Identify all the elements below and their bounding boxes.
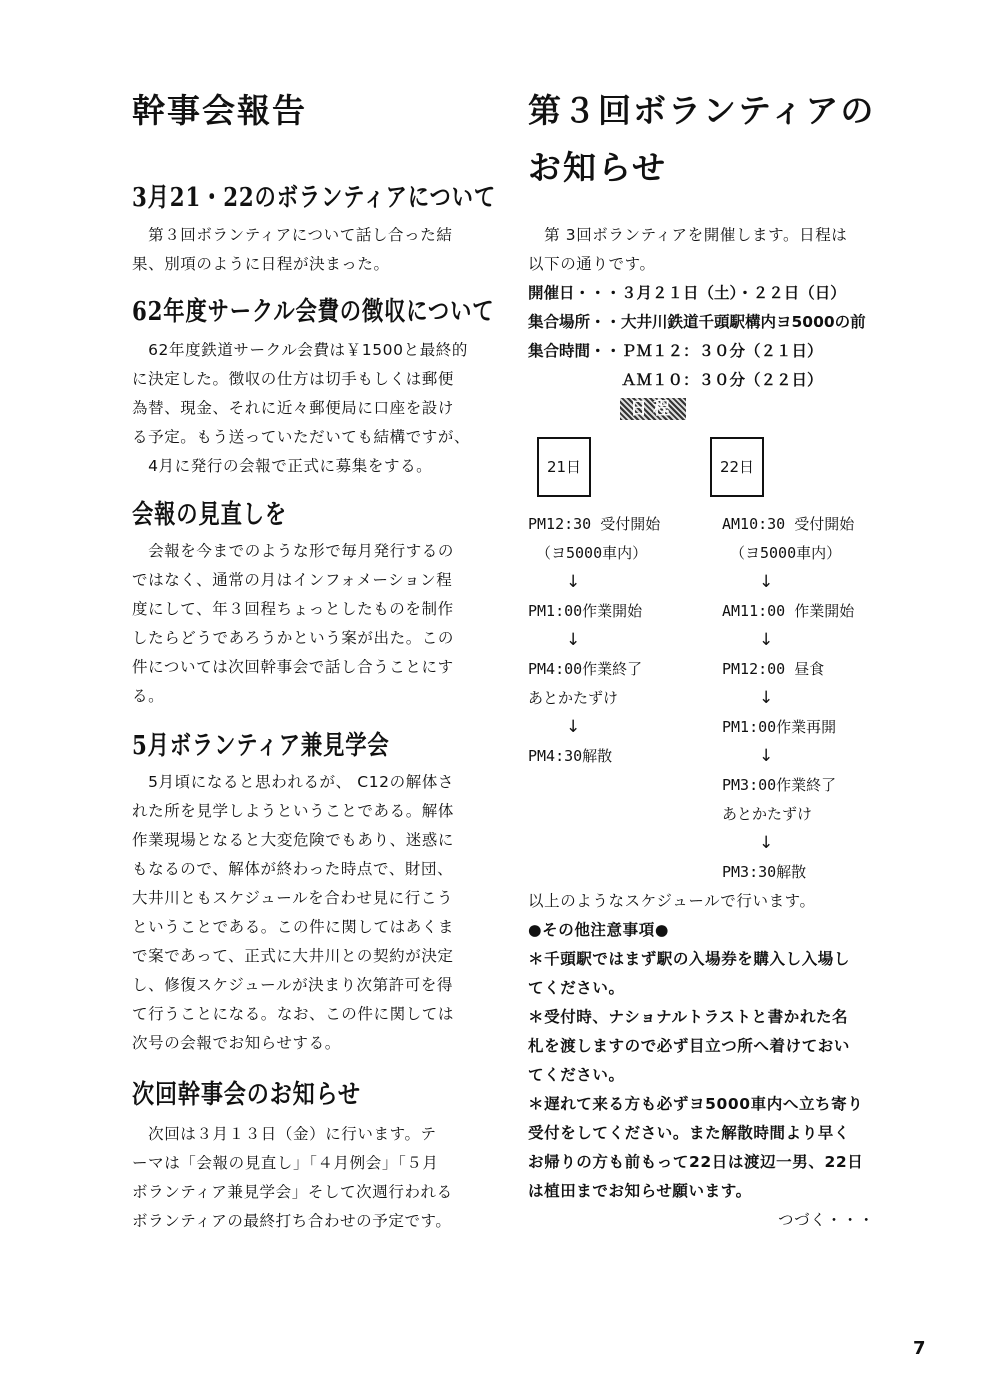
section-heading-newsletter: 会報の見直しを	[132, 500, 287, 530]
notice-title-line1: 第３回ボランティアの	[528, 91, 876, 130]
body-line: ということである。この件に関してはあくま	[132, 918, 455, 936]
schedule-label: 日程	[620, 398, 686, 420]
arrow-icon: ↓	[759, 572, 774, 592]
info-meeting-time-1: 集合時間・・ＰＭ１２：３０分（２１日）	[528, 342, 823, 360]
section-body-volunteer	[132, 221, 452, 279]
day2-step: （ヨ5000車内）	[730, 544, 842, 562]
note-line: お帰りの方も前もって22日は渡辺一男、22日	[528, 1153, 864, 1171]
arrow-icon: ↓	[759, 630, 774, 650]
day1-step: PM1:00作業開始	[528, 602, 643, 620]
day2-step: AM11:00 作業開始	[722, 602, 855, 620]
body-line: に決定した。徴収の仕方は切手もしくは郵便	[132, 370, 455, 388]
intro-line: 以下の通りです。	[528, 255, 656, 273]
notice-intro	[528, 221, 847, 279]
body-line: れた所を見学しようということである。解体	[132, 802, 455, 820]
body-line: て行うことになる。なお、この件に関しては	[132, 1005, 455, 1023]
day2-step: PM3:00作業終了	[722, 776, 837, 794]
section-heading-next-meeting: 次回幹事会のお知らせ	[132, 1080, 361, 1110]
intro-line: 第 3回ボランティアを開催します。日程は	[528, 226, 848, 244]
body-line: 次号の会報でお知らせする。	[132, 1034, 341, 1052]
info-meeting-place: 集合場所・・大井川鉄道千頭駅構内ヨ5000の前	[528, 313, 866, 331]
body-line: 大井川ともスケジュールを合わせ見に行こう	[132, 889, 454, 907]
info-meeting-time-2: ＡＭ１０：３０分（２２日）	[528, 371, 823, 389]
section-heading-may-volunteer: 5月ボランティア兼見学会	[132, 731, 390, 761]
body-line: ボランティアの最終打ち合わせの予定です。	[132, 1212, 452, 1230]
arrow-icon: ↓	[566, 630, 581, 650]
report-title: 幹事会報告	[132, 91, 307, 130]
arrow-icon: ↓	[566, 572, 581, 592]
note-line: てください。	[528, 979, 625, 997]
body-line: 件については次回幹事会で話し合うことにす	[132, 658, 454, 676]
body-line: 会報を今までのような形で毎月発行するの	[132, 542, 455, 560]
day1-step: PM4:00作業終了	[528, 660, 643, 678]
body-line: ーマは「会報の見直し」「４月例会」「５月	[132, 1154, 439, 1172]
arrow-icon: ↓	[759, 746, 774, 766]
body-line: ではなく、通常の月はインフォメーション程	[132, 571, 453, 589]
note-line: ＊受付時、ナショナルトラストと書かれた名	[528, 1008, 849, 1026]
info-date: 開催日・・・３月２１日（土）・２２日（日）	[528, 284, 846, 302]
note-line: 受付をしてください。また解散時間より早く	[528, 1124, 851, 1142]
arrow-icon: ↓	[566, 717, 581, 737]
note-line: ＊千頭駅ではまず駅の入場券を購入し入場し	[528, 950, 851, 968]
note-line: てください。	[528, 1066, 625, 1084]
body-line: したらどうであろうかという案が出た。この	[132, 629, 455, 647]
body-line: 5月頃になると思われるが、 C12の解体さ	[132, 773, 455, 791]
body-line: ボランティア兼見学会」そして次週行われる	[132, 1183, 453, 1201]
body-line: 4月に発行の会報で正式に募集をする。	[132, 457, 433, 475]
body-line: る。	[132, 687, 165, 705]
body-line: 次回は３月１３日（金）に行います。テ	[132, 1125, 437, 1143]
page-number: 7	[913, 1338, 926, 1359]
arrow-icon: ↓	[759, 688, 774, 708]
section-body-fees	[132, 336, 470, 481]
notice-title-line2: お知らせ	[528, 148, 668, 187]
day2-box: 22日	[710, 437, 764, 497]
body-line: 第３回ボランティアについて話し合った結	[132, 226, 453, 244]
body-line: で案であって、正式に大井川との契約が決定	[132, 947, 454, 965]
section-body-newsletter	[132, 537, 454, 711]
day1-step: （ヨ5000車内）	[536, 544, 648, 562]
note-line: 札を渡しますので必ず目立つ所へ着けておい	[528, 1037, 851, 1055]
day2-step: AM10:30 受付開始	[722, 515, 855, 533]
section-body-may-volunteer	[132, 768, 454, 1058]
day1-box: 21日	[537, 437, 591, 497]
day1-step: あとかたずけ	[528, 689, 619, 707]
body-line: 62年度鉄道サークル会費は￥1500と最終的	[132, 341, 469, 359]
schedule-summary: 以上のようなスケジュールで行います。	[528, 892, 816, 910]
body-line: 果、別項のように日程が決まった。	[132, 255, 390, 273]
day2-step: PM1:00作業再開	[722, 718, 837, 736]
body-line: もなるので、解体が終わった時点で、財団、	[132, 860, 454, 878]
section-body-next-meeting	[132, 1120, 453, 1236]
section-heading-fees: 62年度サークル会費の徴収について	[132, 297, 495, 327]
body-line: 度にして、年３回程ちょっとしたものを制作	[132, 600, 454, 618]
body-line: し、修復スケジュールが決まり次第許可を得	[132, 976, 454, 994]
day1-step: PM12:30 受付開始	[528, 515, 661, 533]
note-line: は植田までお知らせ願います。	[528, 1182, 752, 1200]
arrow-icon: ↓	[759, 833, 774, 853]
day2-step: あとかたずけ	[722, 805, 813, 823]
notes-heading: ●その他注意事項●	[528, 921, 669, 939]
day2-step: PM12:00 昼食	[722, 660, 825, 678]
body-line: る予定。もう送っていただいても結構ですが、	[132, 428, 471, 446]
day2-step: PM3:30解散	[722, 863, 807, 881]
continued-label: つづく・・・	[778, 1211, 875, 1229]
note-line: ＊遅れて来る方も必ずヨ5000車内へ立ち寄り	[528, 1095, 864, 1113]
section-heading-volunteer: 3月21・22のボランティアについて	[132, 183, 496, 213]
body-line: 作業現場となると大変危険でもあり、迷惑に	[132, 831, 455, 849]
body-line: 為替、現金、それに近々郵便局に口座を設け	[132, 399, 455, 417]
day1-step: PM4:30解散	[528, 747, 613, 765]
